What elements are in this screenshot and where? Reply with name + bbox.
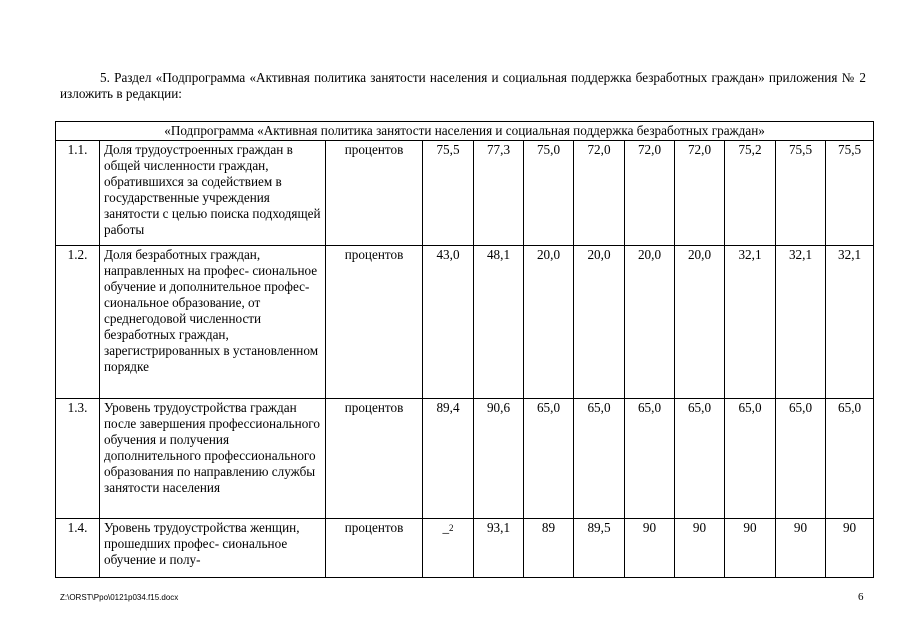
indicator-name: Доля безработных граждан, направленных на профес- сиональное обучение и дополнительное профес- сиональное образование, от среднегодовой численности безработных граждан, зарегистрированных в установленном порядке	[100, 246, 326, 399]
value-cell: 32,1	[776, 246, 826, 399]
value-cell: 75,5	[826, 141, 874, 246]
value-cell: 65,0	[524, 399, 574, 519]
unit-cell: процентов	[326, 519, 423, 578]
table-title-row	[56, 122, 874, 141]
value-cell: 72,0	[675, 141, 725, 246]
indicator-name: Уровень трудоустройства граждан после завершения профессионального обучения и получения дополнительного профессионального образования по направлению службы занятости населения	[100, 399, 326, 519]
value-cell: 20,0	[524, 246, 574, 399]
value-cell: 90	[625, 519, 675, 578]
row-number: 1.2.	[56, 246, 100, 399]
value-cell: 65,0	[574, 399, 625, 519]
unit-cell: процентов	[326, 141, 423, 246]
value-cell: 75,0	[524, 141, 574, 246]
value-cell: 75,5	[423, 141, 474, 246]
table-row	[56, 141, 874, 246]
intro-paragraph: 5. Раздел «Подпрограмма «Активная политика занятости населения и социальная поддержка безработных граждан» приложения № 2 изложить в редакции:	[60, 70, 866, 101]
value-cell: 48,1	[474, 246, 524, 399]
row-number: 1.1.	[56, 141, 100, 246]
page-number: 6	[858, 591, 864, 603]
indicator-name: Уровень трудоустройства женщин, прошедших профес- сиональное обучение и полу-	[100, 519, 326, 578]
value-cell: 89,5	[574, 519, 625, 578]
value-cell: 90	[675, 519, 725, 578]
value-cell: 32,1	[725, 246, 776, 399]
value-cell	[423, 519, 474, 578]
value-cell: 20,0	[625, 246, 675, 399]
table-row	[56, 519, 874, 578]
value-cell: 90	[725, 519, 776, 578]
unit-cell: процентов	[326, 399, 423, 519]
unit-cell: процентов	[326, 246, 423, 399]
value-cell: 43,0	[423, 246, 474, 399]
dash-value: –	[442, 524, 450, 540]
value-cell: 20,0	[675, 246, 725, 399]
value-cell: 65,0	[675, 399, 725, 519]
value-cell: 65,0	[776, 399, 826, 519]
subprogram-title: «Подпрограмма «Активная политика занятости населения и социальная поддержка безработных граждан»	[56, 122, 874, 141]
value-cell: 65,0	[826, 399, 874, 519]
indicators-table	[55, 121, 874, 578]
value-cell: 89,4	[423, 399, 474, 519]
value-cell: 77,3	[474, 141, 524, 246]
value-cell: 93,1	[474, 519, 524, 578]
value-cell: 90,6	[474, 399, 524, 519]
table-row	[56, 399, 874, 519]
table-row	[56, 246, 874, 399]
footer-file-path: Z:\ORST\Ppo\0121p034.f15.docx	[60, 593, 179, 602]
value-cell: 20,0	[574, 246, 625, 399]
row-number: 1.4.	[56, 519, 100, 578]
value-cell: 72,0	[574, 141, 625, 246]
indicator-name: Доля трудоустроенных граждан в общей численности граждан, обратившихся за содействием в государственные учреждения занятости с целью поиска подходящей работы	[100, 141, 326, 246]
value-cell: 90	[826, 519, 874, 578]
value-cell: 32,1	[826, 246, 874, 399]
value-cell: 75,2	[725, 141, 776, 246]
value-cell: 90	[776, 519, 826, 578]
value-cell: 72,0	[625, 141, 675, 246]
value-cell: 75,5	[776, 141, 826, 246]
value-cell: 65,0	[725, 399, 776, 519]
row-number: 1.3.	[56, 399, 100, 519]
value-cell: 89	[524, 519, 574, 578]
value-cell: 65,0	[625, 399, 675, 519]
footnote-marker: 2	[449, 523, 454, 533]
